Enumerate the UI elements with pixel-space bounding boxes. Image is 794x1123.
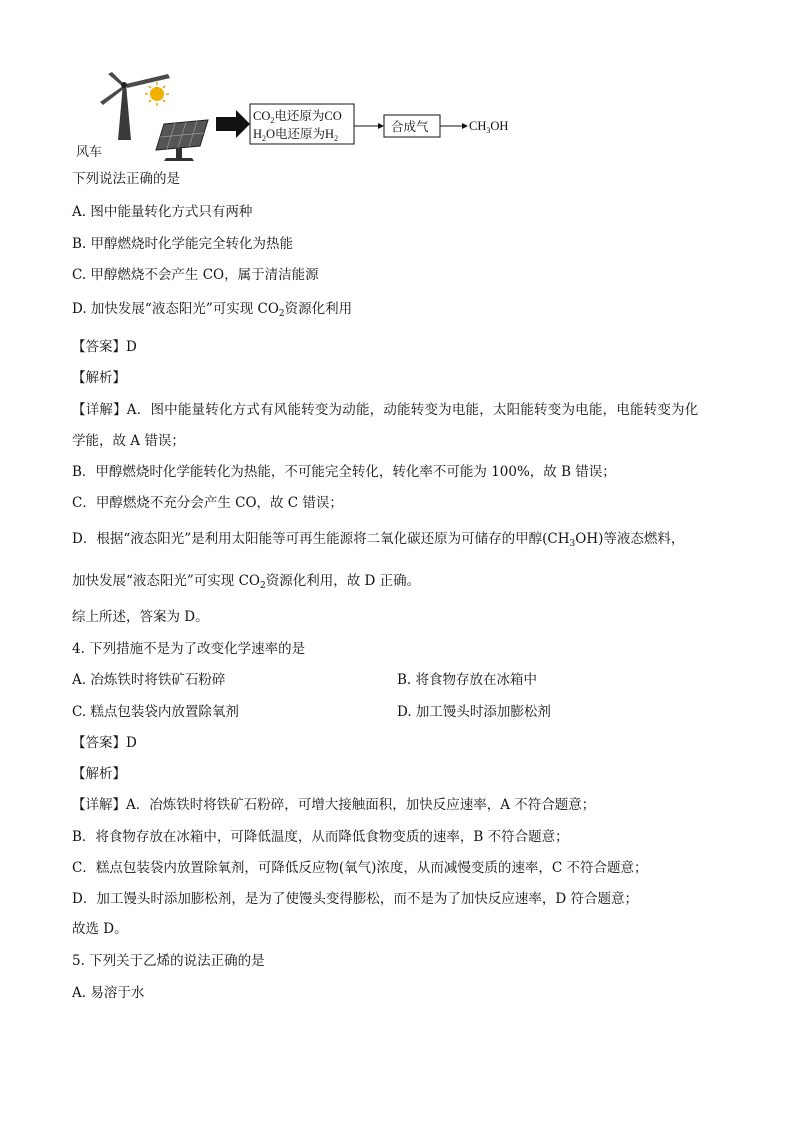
q3-option-a: A. 图中能量转化方式只有两种 bbox=[72, 204, 253, 220]
q4-answer: 【答案】D bbox=[72, 735, 137, 751]
q4-stem: 4. 下列措施不是为了改变化学速率的是 bbox=[72, 641, 306, 657]
methanol-formula: $(CH_3OH)$ bbox=[542, 531, 604, 549]
big-arrow-icon bbox=[216, 110, 250, 138]
windmill-label: 风车 bbox=[76, 145, 103, 160]
q3-option-c: C. 甲醇燃烧不会产生 CO，属于清洁能源 bbox=[72, 267, 319, 283]
q4-detail-b: B．将食物存放在冰箱中，可降低温度，从而降低食物变质的速率，B 不符合题意； bbox=[72, 829, 569, 845]
box1-line1: $CO_2$电还原为CO bbox=[253, 109, 342, 125]
q5-stem: 5. 下列关于乙烯的说法正确的是 bbox=[72, 953, 265, 969]
q4-option-d: D. 加工馒头时添加膨松剂 bbox=[397, 704, 551, 720]
q4-option-a: A. 冶炼铁时将铁矿石粉碎 bbox=[72, 672, 226, 688]
q4-detail-d: D．加工馒头时添加膨松剂，是为了使馒头变得膨松，而不是为了加快反应速率，D 符合题意； bbox=[72, 891, 638, 907]
q3-answer: 【答案】D bbox=[72, 339, 137, 355]
q3-detail-d-line1: D．根据“液态阳光”是利用太阳能等可再生能源将二氧化碳还原为可储存的甲醇$(CH_3OH)$等液态燃料， bbox=[72, 531, 685, 549]
q4-choice: 故选 D。 bbox=[72, 921, 128, 937]
q3-detail-a-line2: 学能，故 A 错误； bbox=[72, 433, 185, 449]
syngas-label: 合成气 bbox=[391, 119, 429, 134]
arrow-head-2 bbox=[462, 123, 468, 129]
q3-summary: 综上所述，答案为 D。 bbox=[72, 609, 209, 625]
q4-detail-a: 【详解】A．冶炼铁时将铁矿石粉碎，可增大接触面积，加快反应速率，A 不符合题意； bbox=[72, 797, 596, 813]
q3-option-d: D. 加快发展“液态阳光”可实现 $CO_2$资源化利用 bbox=[72, 301, 353, 319]
windmill-icon bbox=[100, 72, 170, 140]
q4-detail-c: C．糕点包装袋内放置除氧剂，可降低反应物(氧气)浓度，从而减慢变质的速率，C 不符合题意； bbox=[72, 860, 648, 876]
q3-detail-d-line2: 加快发展“液态阳光”可实现 $CO_2$资源化利用，故 D 正确。 bbox=[72, 573, 421, 591]
box1-line2: $H_2O$电还原为$H_2$ bbox=[253, 127, 339, 143]
solar-panel-icon bbox=[156, 120, 208, 161]
q5-option-a: A. 易溶于水 bbox=[72, 985, 145, 1001]
q4-option-b: B. 将食物存放在冰箱中 bbox=[397, 672, 538, 688]
energy-diagram bbox=[60, 62, 530, 162]
sun-icon bbox=[145, 82, 169, 106]
q3-detail-b: B．甲醇燃烧时化学能转化为热能，不可能完全转化，转化率不可能为 100%，故 B 错误； bbox=[72, 464, 616, 480]
arrow-head-1 bbox=[378, 123, 384, 129]
q3-detail-c: C．甲醇燃烧不充分会产生 CO，故 C 错误； bbox=[72, 495, 343, 511]
q3-option-b: B. 甲醇燃烧时化学能完全转化为热能 bbox=[72, 236, 294, 252]
q3-analysis-heading: 【解析】 bbox=[72, 370, 126, 386]
q3-stem: 下列说法正确的是 bbox=[72, 171, 180, 187]
methanol-label: $CH_3OH$ bbox=[469, 119, 509, 135]
q4-analysis-heading: 【解析】 bbox=[72, 766, 126, 782]
q3-detail-a-line1: 【详解】A．图中能量转化方式有风能转变为动能，动能转变为电能，太阳能转变为电能，电能转变为化 bbox=[72, 402, 699, 418]
q4-option-c: C. 糕点包装袋内放置除氧剂 bbox=[72, 704, 239, 720]
